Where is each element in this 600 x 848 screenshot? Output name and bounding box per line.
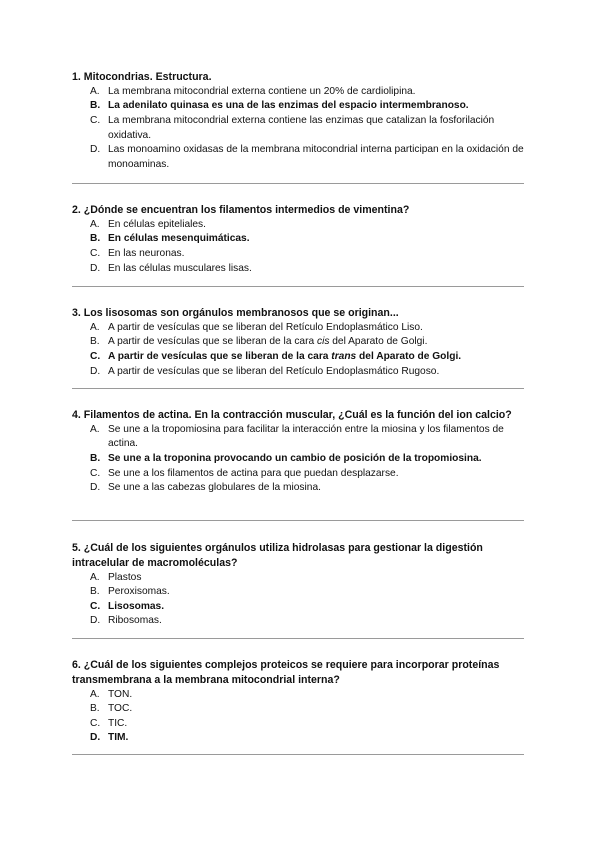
divider <box>72 520 524 521</box>
option-a: A. La membrana mitocondrial externa contiene un 20% de cardiolipina. <box>90 85 416 97</box>
option-text: A partir de vesículas que se liberan del Retículo Endoplasmático Rugoso. <box>108 365 440 377</box>
option-d: D. A partir de vesículas que se liberan del Retículo Endoplasmático Rugoso. <box>90 365 440 377</box>
question-title: 3. Los lisosomas son orgánulos membranosos que se originan... <box>72 307 399 319</box>
option-text: Se une a los filamentos de actina para que puedan desplazarse. <box>108 467 399 479</box>
question-title: 1. Mitocondrias. Estructura. <box>72 71 212 83</box>
question-title: 5. ¿Cuál de los siguientes orgánulos utiliza hidrolasas para gestionar la digestión intracelular de macromoléculas? <box>72 542 483 569</box>
option-b-correct: B. Se une a la troponina provocando un cambio de posición de la tropomiosina. <box>90 452 482 464</box>
option-d-correct: D. TIM. <box>90 732 129 744</box>
divider <box>72 183 524 184</box>
question-1 <box>72 70 524 172</box>
options-list <box>72 423 524 496</box>
option-d: D. Ribosomas. <box>90 615 162 627</box>
options-list <box>72 85 524 173</box>
question-title: 2. ¿Dónde se encuentran los filamentos intermedios de vimentina? <box>72 204 410 216</box>
divider <box>72 286 524 287</box>
option-a: A. A partir de vesículas que se liberan del Retículo Endoplasmático Liso. <box>90 321 423 333</box>
option-c-correct: C. Lisosomas. <box>90 600 165 612</box>
option-c: C. TIC. <box>90 717 128 729</box>
option-d: D. Se une a las cabezas globulares de la miosina. <box>90 482 321 494</box>
option-text: Ribosomas. <box>108 615 162 627</box>
option-text: En las neuronas. <box>108 247 185 259</box>
option-b-correct: B. La adenilato quinasa es una de las enzimas del espacio intermembranoso. <box>90 100 469 112</box>
options-list <box>72 571 524 629</box>
option-c-correct: C. A partir de vesículas que se liberan de la cara trans del Aparato de Golgi. <box>90 350 462 362</box>
option-text: En células mesenquimáticas. <box>108 233 250 245</box>
options-list <box>72 218 524 276</box>
option-b: B. A partir de vesículas que se liberan de la cara cis del Aparato de Golgi. <box>90 336 428 348</box>
question-4 <box>72 408 524 496</box>
option-text: A partir de vesículas que se liberan del Retículo Endoplasmático Liso. <box>108 321 423 333</box>
question-3 <box>72 306 524 379</box>
option-text: Peroxisomas. <box>108 586 170 598</box>
divider <box>72 638 524 639</box>
option-a: A. Plastos <box>90 571 142 583</box>
option-text: En células epiteliales. <box>108 218 206 230</box>
option-text: Se une a las cabezas globulares de la miosina. <box>108 482 321 494</box>
question-title: 4. Filamentos de actina. En la contracción muscular, ¿Cuál es la función del ion calcio? <box>72 409 512 421</box>
option-text: Lisosomas. <box>108 600 165 612</box>
option-text: TIC. <box>108 717 128 729</box>
question-6 <box>72 658 524 746</box>
option-b: B. TOC. <box>90 703 133 715</box>
option-text: Las monoamino oxidasas de la membrana mitocondrial interna participan en la oxidación de monoaminas. <box>108 144 524 170</box>
option-text: Se une a la troponina provocando un cambio de posición de la tropomiosina. <box>108 452 482 464</box>
question-5 <box>72 541 524 629</box>
option-text: Se une a la tropomiosina para facilitar la interacción entre la miosina y los filamentos de actina. <box>108 423 504 450</box>
option-b-correct: B. En células mesenquimáticas. <box>90 233 250 245</box>
option-d: D. Las monoamino oxidasas de la membrana mitocondrial interna participan en la oxidación de monoaminas. <box>90 144 524 170</box>
option-c: C. La membrana mitocondrial externa contiene las enzimas que catalizan la fosforilación oxidativa. <box>90 114 495 141</box>
divider <box>72 388 524 389</box>
option-text: A partir de vesículas que se liberan de la cara trans del Aparato de Golgi. <box>108 350 462 362</box>
option-text: En las células musculares lisas. <box>108 262 252 274</box>
option-text: La adenilato quinasa es una de las enzimas del espacio intermembranoso. <box>108 100 469 112</box>
option-b: B. Peroxisomas. <box>90 586 170 598</box>
option-text: A partir de vesículas que se liberan de la cara cis del Aparato de Golgi. <box>108 336 428 348</box>
option-a: A. Se une a la tropomiosina para facilitar la interacción entre la miosina y los filamentos de actina. <box>90 423 504 450</box>
options-list <box>72 688 524 746</box>
option-c: C. En las neuronas. <box>90 247 185 259</box>
option-text: Plastos <box>108 571 142 583</box>
option-text: TON. <box>108 688 133 700</box>
option-a: A. TON. <box>90 688 133 700</box>
option-text: La membrana mitocondrial externa contiene las enzimas que catalizan la fosforilación oxidativa. <box>108 114 495 141</box>
option-d: D. En las células musculares lisas. <box>90 262 252 274</box>
option-text: TOC. <box>108 703 133 715</box>
options-list <box>72 321 524 379</box>
option-c: C. Se une a los filamentos de actina para que puedan desplazarse. <box>90 467 399 479</box>
divider <box>72 754 524 755</box>
option-text: TIM. <box>108 732 129 744</box>
question-title: 6. ¿Cuál de los siguientes complejos proteicos se requiere para incorporar proteínas transmembrana a la membrana mitocondrial interna? <box>72 659 500 686</box>
question-2 <box>72 203 524 276</box>
option-text: La membrana mitocondrial externa contiene un 20% de cardiolipina. <box>108 85 416 97</box>
option-a: A. En células epiteliales. <box>90 218 206 230</box>
